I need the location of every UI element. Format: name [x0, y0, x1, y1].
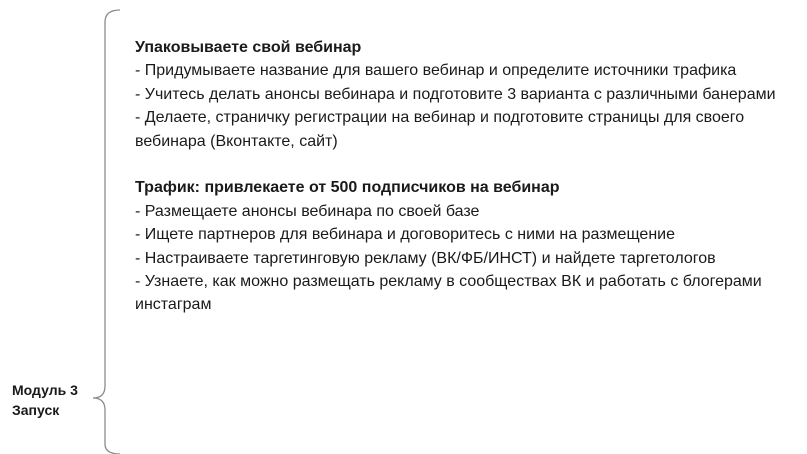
list-item: - Узнаете, как можно размещать рекламу в сообществах ВК и работать с блогерами инстаграм [135, 273, 762, 314]
list-item: - Делаете, страничку регистрации на вебинар и подготовите страницы для своего вебинара (Вконтакте, сайт) [135, 109, 745, 150]
list-item: - Ищете партнеров для вебинара и договоритесь с ними на размещение [135, 226, 675, 244]
list-item: - Учитесь делать анонсы вебинара и подготовите 3 варианта с различными банерами [135, 85, 776, 103]
section-spacer [135, 153, 790, 176]
module-label [12, 380, 78, 420]
module-name: Запуск [12, 402, 60, 418]
list-item: - Придумываете название для вашего вебинар и определите источники трафика [135, 62, 737, 80]
section-packaging [135, 36, 790, 153]
list-item: - Настраиваете таргетинговую рекламу (ВК/ФБ/ИНСТ) и найдете таргетологов [135, 249, 716, 267]
section-title: Трафик: привлекаете от 500 подписчиков на вебинар [135, 179, 560, 197]
section-traffic [135, 176, 790, 316]
section-title: Упаковываете свой вебинар [135, 39, 362, 56]
module-number: Модуль 3 [12, 382, 78, 398]
list-item: - Размещаете анонсы вебинара по своей базе [135, 202, 480, 220]
content-block [135, 36, 790, 317]
